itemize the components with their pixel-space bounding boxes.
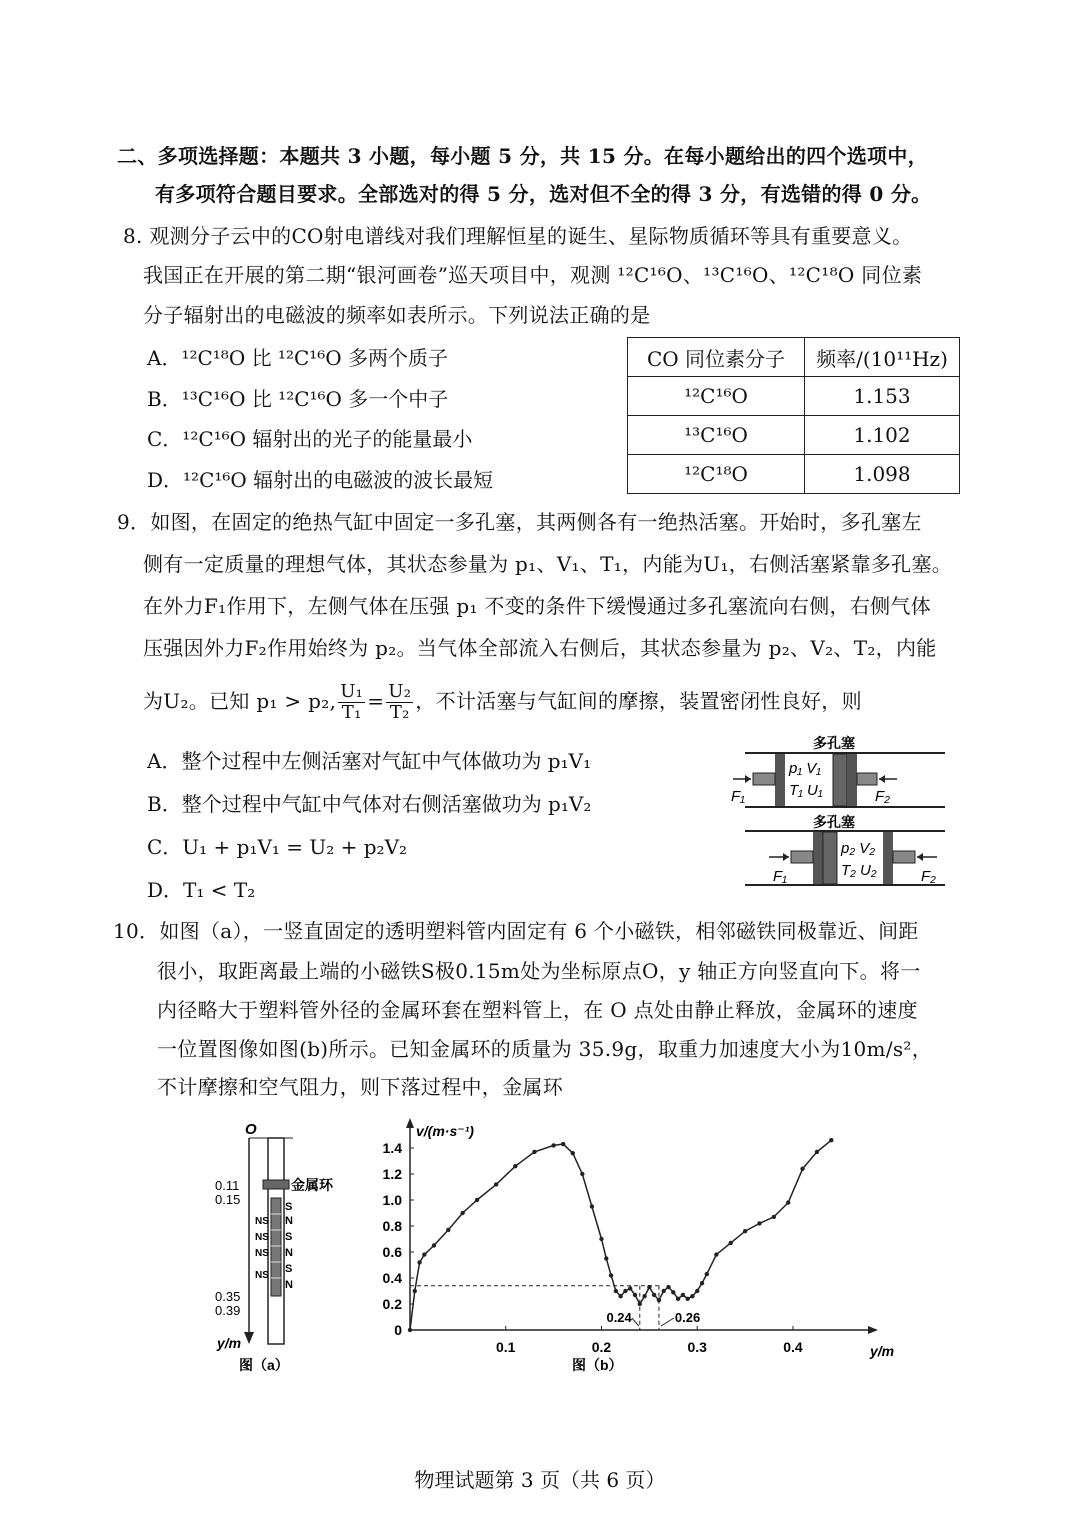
arrow-head-icon bbox=[745, 775, 751, 783]
q10-stem-line2: 很小，取距离最上端的小磁铁S极0.15m处为坐标原点O，y 轴正方向竖直向下。将一 bbox=[157, 959, 921, 983]
pole-label: S bbox=[285, 1231, 293, 1243]
data-point bbox=[662, 1289, 666, 1293]
q8-option-c[interactable]: C．¹²C¹⁶O 辐射出的光子的能量最小 bbox=[147, 427, 473, 451]
data-point bbox=[676, 1297, 680, 1301]
y-tick-label: 1.4 bbox=[382, 1140, 402, 1156]
left-piston-rod bbox=[791, 851, 813, 863]
table-cell: ¹²C¹⁶O bbox=[628, 377, 805, 416]
q9-stem-line3: 在外力F₁作用下，左侧气体在压强 p₁ 不变的条件下缓慢通过多孔塞流向右侧，右侧气体 bbox=[143, 594, 932, 618]
q8-stem-line2: 我国正在开展的第二期“银河画卷”巡天项目中，观测 ¹²C¹⁶O、¹³C¹⁶O、¹²C¹⁸O 同位素 bbox=[143, 263, 923, 287]
x-tick-label: 0.3 bbox=[687, 1339, 707, 1355]
q9-option-b[interactable]: B．整个过程中气缸中气体对右侧活塞做功为 p₁V₂ bbox=[147, 792, 592, 816]
y-axis-label: v/(m·s⁻¹) bbox=[416, 1123, 474, 1139]
section-heading-line2: 有多项符合题目要求。全部选对的得 5 分，选对但不全的得 3 分，有选错的得 0 分。 bbox=[155, 182, 932, 206]
arrow-head-icon bbox=[783, 853, 789, 861]
table-cell: 1.098 bbox=[805, 455, 960, 494]
pole-label: N bbox=[285, 1279, 293, 1291]
axis-label: y/m bbox=[217, 1335, 242, 1351]
x-tick-label: 0.1 bbox=[496, 1339, 516, 1355]
table-cell: 1.153 bbox=[805, 377, 960, 416]
data-point bbox=[590, 1204, 594, 1208]
pole-label: NS bbox=[255, 1248, 269, 1259]
state-label: T₂ U₂ bbox=[841, 862, 877, 879]
data-point bbox=[700, 1281, 704, 1285]
data-point bbox=[614, 1289, 618, 1293]
data-point bbox=[695, 1289, 699, 1293]
annotation-pointer bbox=[632, 1318, 639, 1326]
y-tick-label: 1.0 bbox=[382, 1192, 402, 1208]
state-label: p₁ V₁ bbox=[789, 760, 821, 777]
data-point bbox=[628, 1286, 632, 1290]
data-point bbox=[580, 1172, 584, 1176]
data-point bbox=[757, 1221, 761, 1225]
y-tick-label: 0.35 bbox=[215, 1289, 241, 1304]
table-cell: 1.102 bbox=[805, 416, 960, 455]
chart-layer bbox=[383, 1118, 895, 1359]
data-point bbox=[815, 1150, 819, 1154]
plug-label-top: 多孔塞 bbox=[813, 735, 855, 751]
origin-label: O bbox=[245, 1121, 257, 1138]
data-point bbox=[475, 1198, 479, 1202]
data-point bbox=[460, 1211, 464, 1215]
q9-stem-line5 bbox=[143, 682, 862, 723]
data-point bbox=[408, 1328, 412, 1332]
data-point bbox=[671, 1290, 675, 1294]
data-point bbox=[417, 1260, 421, 1264]
data-point bbox=[642, 1294, 646, 1298]
q9-line5-post: ，不计活塞与气缸间的摩擦，装置密闭性良好，则 bbox=[415, 689, 862, 713]
y-tick-label: 0.4 bbox=[382, 1270, 402, 1286]
y-tick-label: 0.39 bbox=[215, 1303, 241, 1318]
frac-numerator: U₁ bbox=[340, 681, 364, 702]
data-point bbox=[681, 1293, 685, 1297]
porous-plug bbox=[823, 832, 837, 884]
pole-label: NS bbox=[255, 1270, 269, 1281]
axis-arrow-icon bbox=[244, 1332, 254, 1344]
data-point bbox=[772, 1215, 776, 1219]
right-piston-rod bbox=[893, 851, 915, 863]
plug-label-bottom: 多孔塞 bbox=[813, 814, 855, 830]
q10-stem-line4: 一位置图像如图(b)所示。已知金属环的质量为 35.9g，取重力加速度大小为10m/s²， bbox=[157, 1037, 933, 1061]
y-axis-arrow-icon bbox=[406, 1118, 414, 1128]
data-point bbox=[446, 1228, 450, 1232]
data-point bbox=[743, 1229, 747, 1233]
data-point bbox=[432, 1243, 436, 1247]
porous-plug-figure bbox=[725, 735, 960, 890]
right-piston bbox=[883, 832, 893, 884]
data-point bbox=[800, 1167, 804, 1171]
q8-stem-line3: 分子辐射出的电磁波的频率如表所示。下列说法正确的是 bbox=[143, 303, 651, 327]
y-tick-label: 0.8 bbox=[382, 1218, 402, 1234]
figure-a-tube bbox=[205, 1118, 355, 1376]
left-piston bbox=[775, 754, 785, 806]
data-point bbox=[494, 1182, 498, 1186]
force-label-f1: F₁ bbox=[773, 868, 787, 885]
q9-stem-line4: 压强因外力F₂作用始终为 p₂。当气体全部流入右侧后，其状态参量为 p₂、V₂、T₂，内能 bbox=[143, 636, 937, 660]
force-label-f2: F₂ bbox=[921, 868, 936, 885]
q8-option-b[interactable]: B．¹³C¹⁶O 比 ¹²C¹⁶O 多一个中子 bbox=[147, 387, 449, 411]
data-point bbox=[413, 1289, 417, 1293]
series-line bbox=[410, 1140, 831, 1330]
data-point bbox=[561, 1142, 565, 1146]
equals-sign: = bbox=[367, 689, 385, 713]
data-point bbox=[666, 1285, 670, 1289]
pole-label: S bbox=[285, 1201, 293, 1213]
frac-denominator: T₁ bbox=[341, 702, 362, 723]
data-point bbox=[647, 1285, 651, 1289]
state-label: p₂ V₂ bbox=[841, 840, 875, 857]
table-header: 频率/(10¹¹Hz) bbox=[805, 338, 960, 377]
pole-label: N bbox=[285, 1247, 293, 1259]
figure-b-caption: 图（b） bbox=[572, 1357, 623, 1373]
q9-stem-line1: 9．如图，在固定的绝热气缸中固定一多孔塞，其两侧各有一绝热活塞。开始时，多孔塞左 bbox=[117, 510, 922, 534]
pole-label: NS bbox=[255, 1232, 269, 1243]
y-tick-label: 0.2 bbox=[382, 1296, 402, 1312]
metal-ring bbox=[263, 1180, 289, 1189]
figure-b-chart bbox=[370, 1118, 895, 1380]
data-point bbox=[714, 1252, 718, 1256]
left-piston bbox=[813, 832, 823, 884]
frac-denominator: T₂ bbox=[389, 702, 410, 723]
y-tick-label: 0.6 bbox=[382, 1244, 402, 1260]
figure-a-caption: 图（a） bbox=[239, 1357, 289, 1373]
data-point bbox=[551, 1143, 555, 1147]
data-point bbox=[609, 1273, 613, 1277]
data-point bbox=[422, 1252, 426, 1256]
pole-label: NS bbox=[255, 1216, 269, 1227]
table-header: CO 同位素分子 bbox=[628, 338, 805, 377]
data-point bbox=[690, 1294, 694, 1298]
annotation-pointer bbox=[661, 1318, 674, 1326]
data-point bbox=[786, 1200, 790, 1204]
state-label: T₁ U₁ bbox=[789, 782, 823, 799]
page-footer: 物理试题第 3 页（共 6 页） bbox=[414, 1468, 666, 1492]
q10-stem-line1: 10．如图（a），一竖直固定的透明塑料管内固定有 6 个小磁铁，相邻磁铁同极靠近、间距 bbox=[113, 919, 919, 943]
arrow-head-icon bbox=[917, 853, 923, 861]
q10-stem-line3: 内径略大于塑料管外径的金属环套在塑料管上，在 O 点处由静止释放，金属环的速度 bbox=[157, 998, 918, 1022]
data-point bbox=[633, 1293, 637, 1297]
data-point bbox=[618, 1294, 622, 1298]
pole-label: N bbox=[285, 1215, 293, 1227]
frac-numerator: U₂ bbox=[388, 681, 412, 702]
data-point bbox=[623, 1289, 627, 1293]
q9-stem-line2: 侧有一定质量的理想气体，其状态参量为 p₁、V₁、T₁，内能为U₁，右侧活塞紧靠多孔塞。 bbox=[143, 552, 953, 576]
x-tick-label: 0.2 bbox=[591, 1339, 612, 1355]
left-piston-rod bbox=[753, 773, 775, 785]
y-tick-label: 0.15 bbox=[215, 1192, 241, 1207]
porous-plug bbox=[833, 754, 847, 806]
q10-stem-line5: 不计摩擦和空气阻力，则下落过程中，金属环 bbox=[157, 1075, 563, 1099]
force-label-f2: F₂ bbox=[875, 788, 890, 805]
data-point bbox=[829, 1138, 833, 1142]
q9-line5-pre: 为U₂。已知 p₁ > p₂, bbox=[143, 689, 337, 713]
right-piston bbox=[847, 754, 857, 806]
x-tick-label: 0.4 bbox=[783, 1339, 803, 1355]
q9-option-a[interactable]: A．整个过程中左侧活塞对气缸中气体做功为 p₁V₁ bbox=[147, 749, 592, 773]
table-cell: ¹²C¹⁸O bbox=[628, 455, 805, 494]
co-frequency-table bbox=[627, 337, 960, 494]
data-point bbox=[705, 1272, 709, 1276]
data-point bbox=[657, 1298, 661, 1302]
data-point bbox=[638, 1302, 642, 1306]
x-axis-label: y/m bbox=[870, 1343, 895, 1359]
table-cell: ¹³C¹⁶O bbox=[628, 416, 805, 455]
q8-option-a[interactable]: A．¹²C¹⁸O 比 ¹²C¹⁶O 多两个质子 bbox=[147, 346, 449, 370]
q9-option-c[interactable]: C．U₁ + p₁V₁ = U₂ + p₂V₂ bbox=[147, 835, 408, 859]
right-piston-rod bbox=[857, 773, 877, 785]
y-tick-label: 0 bbox=[394, 1322, 402, 1338]
data-point bbox=[652, 1293, 656, 1297]
q8-stem-line1: 8. 观测分子云中的CO射电谱线对我们理解恒星的诞生、星际物质循环等具有重要意义。 bbox=[123, 224, 913, 248]
data-point bbox=[513, 1164, 517, 1168]
data-point bbox=[599, 1237, 603, 1241]
data-point bbox=[685, 1297, 689, 1301]
fraction-u1-t1 bbox=[338, 682, 365, 723]
q8-option-d[interactable]: D．¹²C¹⁶O 辐射出的电磁波的波长最短 bbox=[147, 468, 494, 492]
ring-label: 金属环 bbox=[291, 1177, 333, 1193]
force-label-f1: F₁ bbox=[731, 788, 745, 805]
section-heading-line1: 二、多项选择题：本题共 3 小题，每小题 5 分，共 15 分。在每小题给出的四个选项中， bbox=[117, 144, 928, 168]
magnet-stack bbox=[271, 1198, 281, 1296]
data-point bbox=[729, 1241, 733, 1245]
fraction-u2-t2 bbox=[386, 682, 413, 723]
y-tick-label: 0.11 bbox=[215, 1178, 240, 1193]
annotation-label: 0.24 bbox=[606, 1310, 632, 1325]
x-axis-arrow-icon bbox=[868, 1326, 878, 1334]
data-point bbox=[532, 1150, 536, 1154]
pole-label: S bbox=[285, 1263, 293, 1275]
arrow-head-icon bbox=[879, 775, 885, 783]
annotation-label: 0.26 bbox=[674, 1310, 701, 1325]
y-tick-label: 1.2 bbox=[382, 1166, 402, 1182]
data-point bbox=[571, 1151, 575, 1155]
data-point bbox=[604, 1256, 608, 1260]
q9-option-d[interactable]: D．T₁ < T₂ bbox=[147, 878, 256, 902]
